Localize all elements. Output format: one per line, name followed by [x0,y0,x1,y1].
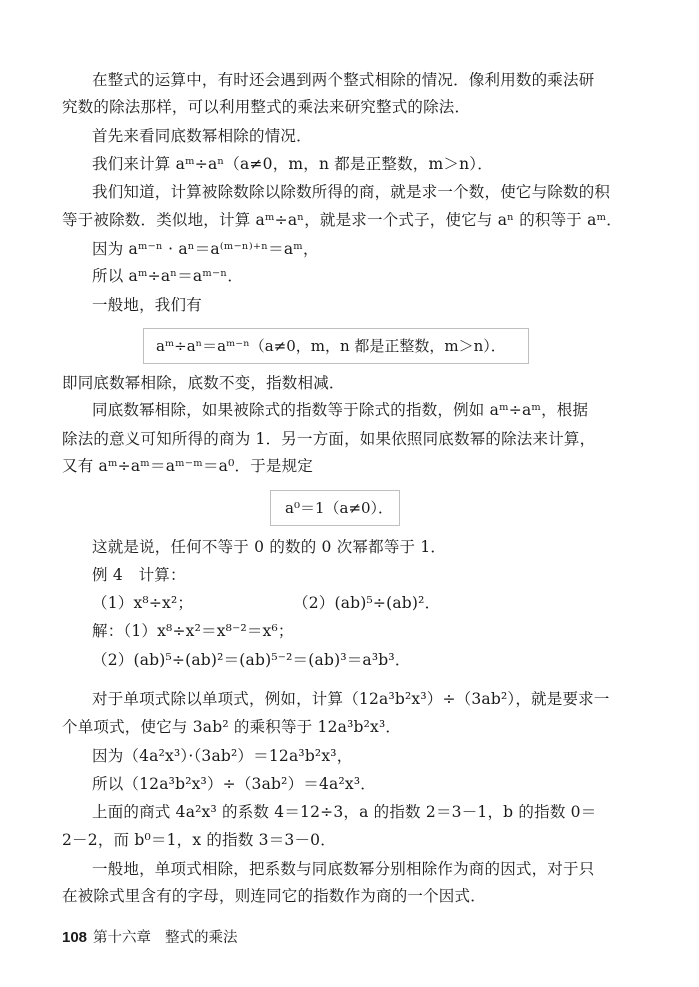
chapter-title: 整式的乘法 [165,930,238,946]
paragraph-line: 究数的除法那样，可以利用整式的乘法来研究整式的除法． [62,98,471,116]
paragraph-line: 我们知道，计算被除数除以除数所得的商，就是求一个数，使它与除数的积 [92,183,611,201]
paragraph-line: 2－2，而 b⁰＝1，x 的指数 3＝3－0． [62,831,336,849]
paragraph-line: 在整式的运算中，有时还会遇到两个整式相除的情况．像利用数的乘法研 [92,71,595,89]
power-division-rule-box [143,328,529,364]
paragraph-line: 因为（4a²x³）·（3ab²）＝12a³b²x³， [92,747,353,765]
paragraph-line: 等于被除数．类似地，计算 aᵐ÷aⁿ，就是求一个式子，使它与 aⁿ 的积等于 aᵐ． [62,211,622,229]
paragraph-line: 在被除式里含有的字母，则连同它的指数作为商的一个因式． [62,887,486,905]
paragraph-line: 所以（12a³b²x³）÷（3ab²）＝4a²x³． [92,775,376,793]
rule-summary: 即同底数幂相除，底数不变，指数相减． [62,374,345,392]
page-number: 108 [62,929,88,946]
paragraph-line: 我们来计算 aᵐ÷aⁿ（a≠0，m，n 都是正整数，m＞n）． [92,155,493,173]
paragraph-line: 因为 aᵐ⁻ⁿ · aⁿ＝a⁽ᵐ⁻ⁿ⁾⁺ⁿ＝aᵐ， [92,240,319,258]
zero-power-rule-box [270,490,400,526]
paragraph-line: 对于单项式除以单项式，例如，计算（12a³b²x³）÷（3ab²），就是要求一 [92,690,610,708]
paragraph-line: 一般地，单项式相除，把系数与同底数幂分别相除作为商的因式，对于只 [92,860,595,878]
paragraph-line: 又有 aᵐ÷aᵐ＝aᵐ⁻ᵐ＝a⁰．于是规定 [62,457,313,475]
paragraph-line: 一般地，我们有 [92,296,202,314]
paragraph-line: 除法的意义可知所得的商为 1．另一方面，如果依照同底数幂的除法来计算， [62,430,596,448]
paragraph-line: 所以 aᵐ÷aⁿ＝aᵐ⁻ⁿ． [92,267,244,285]
paragraph-line: 首先来看同底数幂相除的情况． [92,127,312,145]
paragraph-line: 这就是说，任何不等于 0 的数的 0 次幂都等于 1． [92,538,447,556]
power-division-rule: aᵐ÷aⁿ＝aᵐ⁻ⁿ（a≠0，m，n 都是正整数，m＞n）． [156,337,506,355]
page-footer [62,928,238,948]
paragraph-line: 个单项式，使它与 3ab² 的乘积等于 12a³b²x³． [62,718,402,736]
paragraph-line: 同底数幂相除，如果被除式的指数等于除式的指数，例如 aᵐ÷aᵐ，根据 [92,401,589,419]
example-heading: 例 4 计算： [92,566,186,584]
zero-power-rule: a⁰＝1（a≠0）． [285,499,394,517]
solution-line: （2）(ab)⁵÷(ab)²＝(ab)⁵⁻²＝(ab)³＝a³b³． [92,651,411,669]
solution-line: 解：（1）x⁸÷x²＝x⁸⁻²＝x⁶； [92,622,294,640]
paragraph-line: 上面的商式 4a²x³ 的系数 4＝12÷3，a 的指数 2＝3－1，b 的指数 0＝ [92,803,597,821]
example-item-1: （1）x⁸÷x²； [92,594,194,612]
example-item-2: （2）(ab)⁵÷(ab)²． [293,594,441,612]
chapter-label: 第十六章 [93,930,152,946]
